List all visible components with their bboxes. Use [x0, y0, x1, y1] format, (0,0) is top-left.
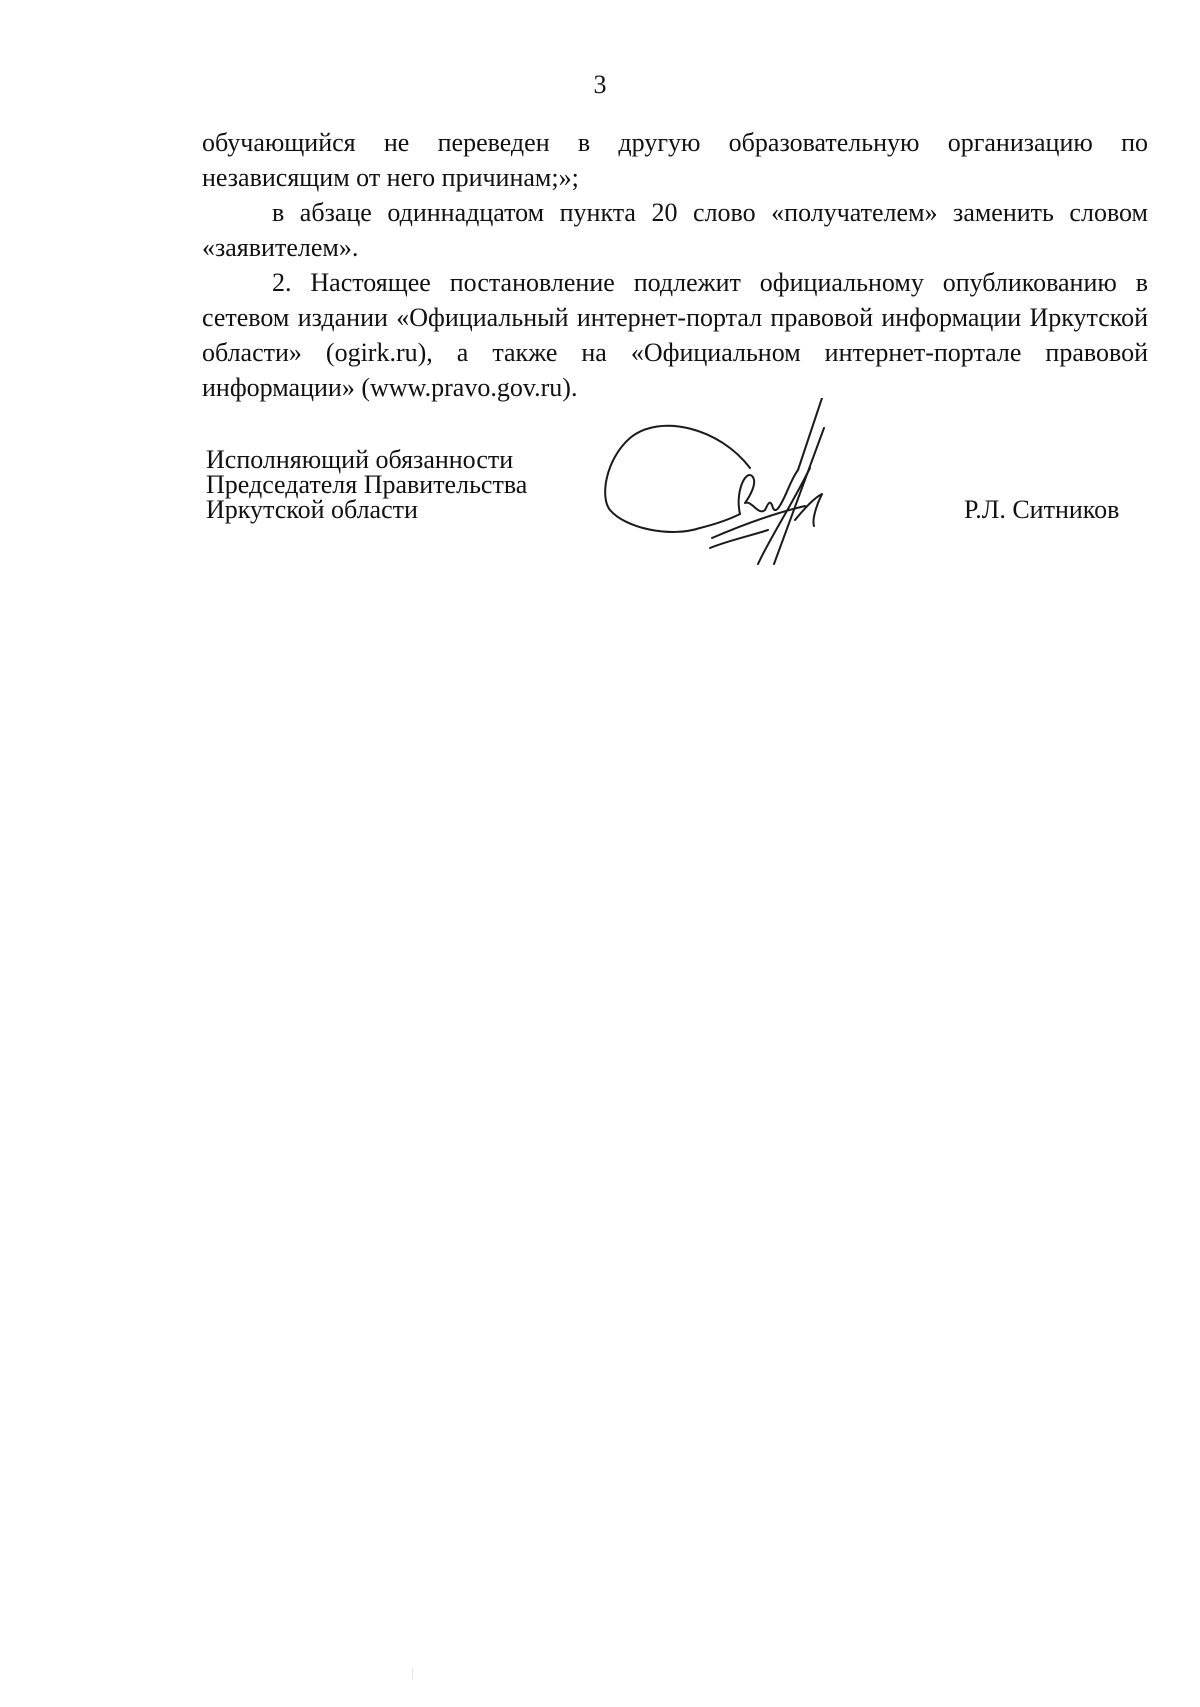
paragraph-continuation: обучающийся не переведен в другую образовательную организацию по независящим от него причинам;»; — [202, 128, 1148, 192]
document-body — [202, 125, 1148, 405]
signatory-position-line: Исполняющий обязанности — [206, 445, 514, 474]
signature-stroke-diagonal-2 — [774, 428, 824, 564]
signatory-name: Р.Л. Ситников — [964, 495, 1120, 524]
signature-stroke-diagonal-1 — [798, 398, 822, 470]
signature-stroke-tail — [710, 530, 768, 548]
signatory-position-line: Иркутской области — [206, 495, 418, 524]
signature-stroke-cross-2 — [795, 494, 822, 526]
signatory-position — [206, 447, 606, 522]
signature-stroke-loop — [605, 426, 750, 532]
paragraph-publication: 2. Настоящее постановление подлежит официальному опубликованию в сетевом издании «Официальный интернет-портал правовой информации Иркутской области» (ogirk.ru), а также на «Официальном интернет-портале правовой информации» (www.pravo.gov.ru). — [202, 268, 1148, 402]
handwritten-signature — [600, 398, 920, 568]
paragraph-amendment: в абзаце одиннадцатом пункта 20 слово «получателем» заменить словом «заявителем». — [202, 198, 1148, 262]
signatory-position-line: Председателя Правительства — [206, 470, 528, 499]
scan-artifact — [412, 1668, 413, 1680]
signature-stroke-diagonal-3 — [758, 468, 810, 564]
page-number: 3 — [593, 70, 607, 99]
